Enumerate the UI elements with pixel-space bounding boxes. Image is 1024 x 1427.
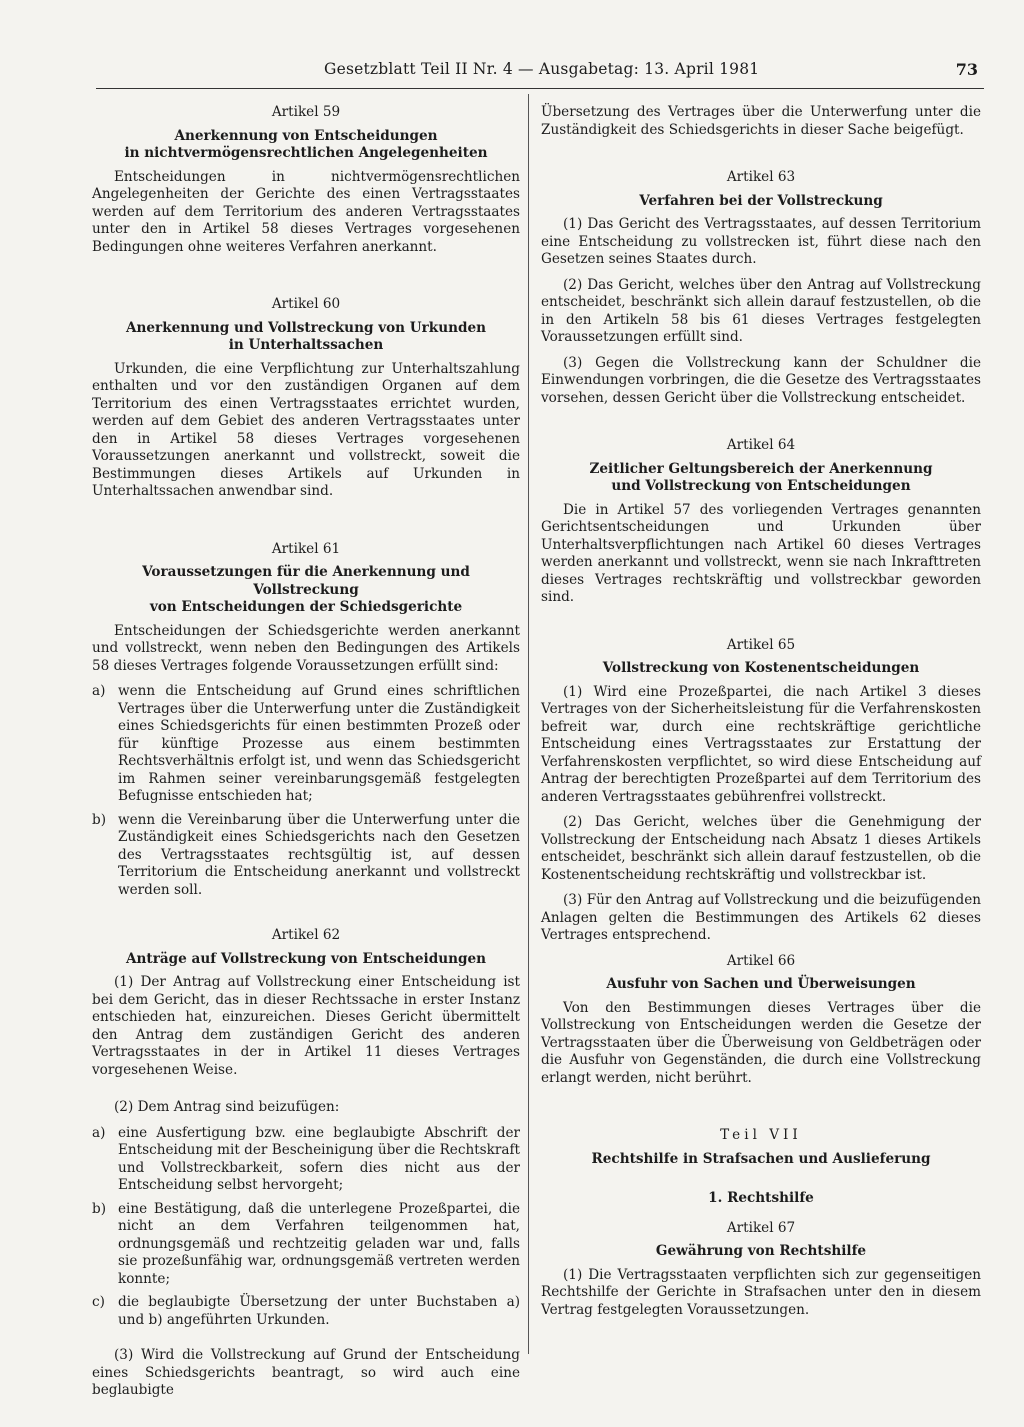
heading-line: in Unterhaltssachen xyxy=(228,337,384,353)
heading-line: Ausfuhr von Sachen und Überweisungen xyxy=(606,976,916,992)
section-heading: 1. Rechtshilfe xyxy=(708,1190,814,1206)
paragraph: Von den Bestimmungen dieses Vertrages über die Vollstreckung von Entscheidungen werden die Gesetze der Vertragsstaaten über die Überweisung von Geldbeträgen oder die Ausfuhr von Gegenständen, die durch eine Vollstreckung erlangt werden, nicht berührt. xyxy=(541,999,981,1086)
part-7 xyxy=(541,1127,981,1208)
right-column xyxy=(541,104,981,1327)
article-heading xyxy=(541,461,981,496)
article-66 xyxy=(541,953,981,1088)
paragraph: (2) Das Gericht, welches über den Antrag auf Vollstreckung entscheidet, beschränkt sich allein darauf festzustellen, ob die in den Artikeln 58 bis 61 dieses Vertrages festgelegten Voraussetzungen erfüllt sind. xyxy=(541,276,981,345)
article-heading xyxy=(541,1243,981,1261)
paragraph: (2) Dem Antrag sind beizufügen: xyxy=(114,1099,340,1115)
article-heading xyxy=(92,320,520,355)
article-title: Artikel 65 xyxy=(726,636,796,653)
list-item xyxy=(92,1201,520,1289)
list-label: b) xyxy=(92,1200,107,1217)
paragraph: (1) Der Antrag auf Vollstreckung einer Entscheidung ist bei dem Gericht, das in dieser Rechtssache in erster Instanz entschieden hat, einzureichen. Dieses Gericht übermittelt den Antrag dem zuständigen Gericht des anderen Vertragsstaates in der in Artikel 11 dieses Vertrages vorgesehenen Weise. xyxy=(92,974,520,1078)
list-text: eine Ausfertigung bzw. eine beglaubigte Abschrift der Entscheidung mit der Bescheinigung über die Rechtskraft und Vollstreckbarkeit, sofern dies nicht aus der Entscheidung selbst hervorgeht; xyxy=(118,1124,520,1193)
heading-line: von Entscheidungen der Schiedsgerichte xyxy=(149,599,463,615)
list-item xyxy=(92,1125,520,1195)
list-label: b) xyxy=(92,811,107,828)
article-title: Artikel 62 xyxy=(271,927,341,943)
article-64 xyxy=(541,437,981,607)
article-title: Artikel 63 xyxy=(726,169,796,185)
list-text: eine Bestätigung, daß die unterlegene Prozeßpartei, die nicht an dem Verfahren teilgenommen hat, ordnungsgemäß und rechtzeitig geladen war und, falls sie prozeßunfähig war, ordnungsgemäß vertreten werden konnte; xyxy=(118,1200,520,1287)
running-title: Gesetzblatt Teil II Nr. 4 — Ausgabetag: 13. April 1981 xyxy=(324,60,760,78)
paragraph: (2) Das Gericht, welches über die Genehmigung der Vollstreckung der Entscheidung nach Absatz 1 dieses Artikels entscheidet, beschränkt sich allein darauf festzustellen, ob die Kostenentscheidung rechtskräftig und vollstreckbar ist. xyxy=(541,814,981,883)
list-label: a) xyxy=(92,1124,106,1141)
article-61 xyxy=(92,541,520,900)
list-text: wenn die Entscheidung auf Grund eines schriftlichen Vertrages über die Unterwerfung unter die Zuständigkeit eines Schiedsgerichts für einen bestimmten Prozeß oder für künftige Prozesse aus einem bestimmten Rechtsverhältnis erfolgt ist, und wenn das Schiedsgericht im Rahmen seiner vereinbarungsgemäß festgelegten Befugnisse entschieden hat; xyxy=(118,683,520,804)
heading-line: in nichtvermögensrechtlichen Angelegenheiten xyxy=(124,145,488,161)
article-heading xyxy=(92,128,520,163)
paragraph: Die in Artikel 57 des vorliegenden Vertrages genannten Gerichtsentscheidungen und Urkunden über Unterhaltsverpflichtungen nach Artikel 60 dieses Vertrages werden anerkannt und vollstreckt, wenn sie nach Inkrafttreten dieses Vertrages rechtskräftig und vollstreckbar geworden sind. xyxy=(541,501,981,605)
list-item xyxy=(92,812,520,900)
article-60 xyxy=(92,296,520,501)
heading-line: und Vollstreckung von Entscheidungen xyxy=(611,478,911,494)
list-label: a) xyxy=(92,683,106,699)
heading-line: Zeitlicher Geltungsbereich der Anerkennung xyxy=(589,460,933,477)
article-title: Artikel 59 xyxy=(271,104,341,120)
paragraph: Entscheidungen der Schiedsgerichte werden anerkannt und vollstreckt, wenn neben den Bedingungen des Artikels 58 dieses Vertrages folgende Voraussetzungen erfüllt sind: xyxy=(92,622,520,674)
article-title: Artikel 61 xyxy=(271,540,341,557)
article-title: Artikel 66 xyxy=(726,952,796,969)
list-item xyxy=(92,683,520,806)
article-title: Artikel 67 xyxy=(726,1219,796,1236)
paragraph: Urkunden, die eine Verpflichtung zur Unterhaltszahlung enthalten und vor den zuständigen Organen auf dem Territorium des einen Vertragsstaates errichtet wurden, werden auf dem Gebiet des anderen Vertragsstaates unter den in Artikel 58 dieses Vertrages vorgesehenen Voraussetzungen anerkannt und vollstreckt, soweit die Bestimmungen dieses Artikels auf Urkunden in Unterhaltssachen anwendbar sind. xyxy=(92,360,520,499)
list-text: die beglaubigte Übersetzung der unter Buchstaben a) und b) angeführten Urkunden. xyxy=(118,1294,520,1328)
heading-line: Anerkennung von Entscheidungen xyxy=(174,127,438,144)
article-59 xyxy=(92,104,520,256)
article-title: Artikel 64 xyxy=(726,437,796,453)
list-label: c) xyxy=(92,1294,105,1310)
part-title: Teil VII xyxy=(720,1127,802,1143)
heading-line: Gewährung von Rechtshilfe xyxy=(655,1243,867,1259)
list-text: wenn die Vereinbarung über die Unterwerfung unter die Zuständigkeit eines Schiedsgerichts nach den Gesetzen des Vertragsstaates rechtsgültig ist, auf dessen Territorium die Entscheidung anerkannt und vollstreckt werden soll. xyxy=(118,811,520,898)
article-65 xyxy=(541,637,981,945)
paragraph: (1) Die Vertragsstaaten verpflichten sich zur gegenseitigen Rechtshilfe der Gerichte in Strafsachen unter den in diesem Vertrag festgelegten Voraussetzungen. xyxy=(541,1266,981,1318)
article-63 xyxy=(541,169,981,407)
article-title: Artikel 60 xyxy=(271,296,341,312)
left-column xyxy=(92,104,520,1408)
paragraph: (3) Wird die Vollstreckung auf Grund der Entscheidung eines Schiedsgerichts beantragt, so wird auch eine beglaubigte xyxy=(92,1347,520,1398)
part-heading: Rechtshilfe in Strafsachen und Auslieferung xyxy=(591,1150,931,1167)
heading-line: Vollstreckung von Kostenentscheidungen xyxy=(602,660,920,676)
article-heading xyxy=(541,976,981,994)
list-item xyxy=(92,1294,520,1329)
paragraph: (3) Für den Antrag auf Vollstreckung und die beizufügenden Anlagen gelten die Bestimmungen des Artikels 62 dieses Vertrages entsprechend. xyxy=(541,892,981,943)
article-67 xyxy=(541,1220,981,1320)
article-heading xyxy=(541,660,981,678)
heading-line: Verfahren bei der Vollstreckung xyxy=(639,192,883,209)
column-divider xyxy=(528,94,529,1354)
heading-line: Anträge auf Vollstreckung von Entscheidungen xyxy=(125,950,486,967)
heading-line: Anerkennung und Vollstreckung von Urkunden xyxy=(125,319,487,336)
article-heading xyxy=(92,564,520,617)
running-header xyxy=(96,58,984,89)
paragraph: (1) Wird eine Prozeßpartei, die nach Artikel 3 dieses Vertrages von der Sicherheitsleistung für die Verfahrenskosten befreit war, durch eine rechtskräftige gerichtliche Entscheidung eines Vertragsstaates zur Erstattung der Verfahrenskosten verpflichtet, so wird diese Entscheidung auf Antrag der berechtigten Prozeßpartei auf dem Territorium des anderen Vertragsstaates gebührenfrei vollstreckt. xyxy=(541,683,981,805)
continued-paragraph: Übersetzung des Vertrages über die Unterwerfung unter die Zuständigkeit des Schiedsgerichts in dieser Sache beigefügt. xyxy=(541,104,981,138)
heading-line: Voraussetzungen für die Anerkennung und Vollstreckung xyxy=(142,564,470,598)
page-number: 73 xyxy=(955,60,978,79)
paragraph: (1) Das Gericht des Vertragsstaates, auf dessen Territorium eine Entscheidung zu vollstrecken ist, führt diese nach den Gesetzen seines Staates durch. xyxy=(541,216,981,267)
article-62 xyxy=(92,927,520,1400)
paragraph: (3) Gegen die Vollstreckung kann der Schuldner die Einwendungen vorbringen, die die Gesetze des Vertragsstaates vorsehen, dessen Gericht über die Vollstreckung entscheidet. xyxy=(541,354,981,406)
paragraph: Entscheidungen in nichtvermögensrechtlichen Angelegenheiten der Gerichte des einen Vertragsstaates werden auf dem Territorium des anderen Vertragsstaates unter den in Artikel 58 dieses Vertrages vorgesehenen Bedingungen ohne weiteres Verfahren anerkannt. xyxy=(92,168,520,255)
article-heading xyxy=(541,193,981,211)
article-heading xyxy=(92,951,520,969)
